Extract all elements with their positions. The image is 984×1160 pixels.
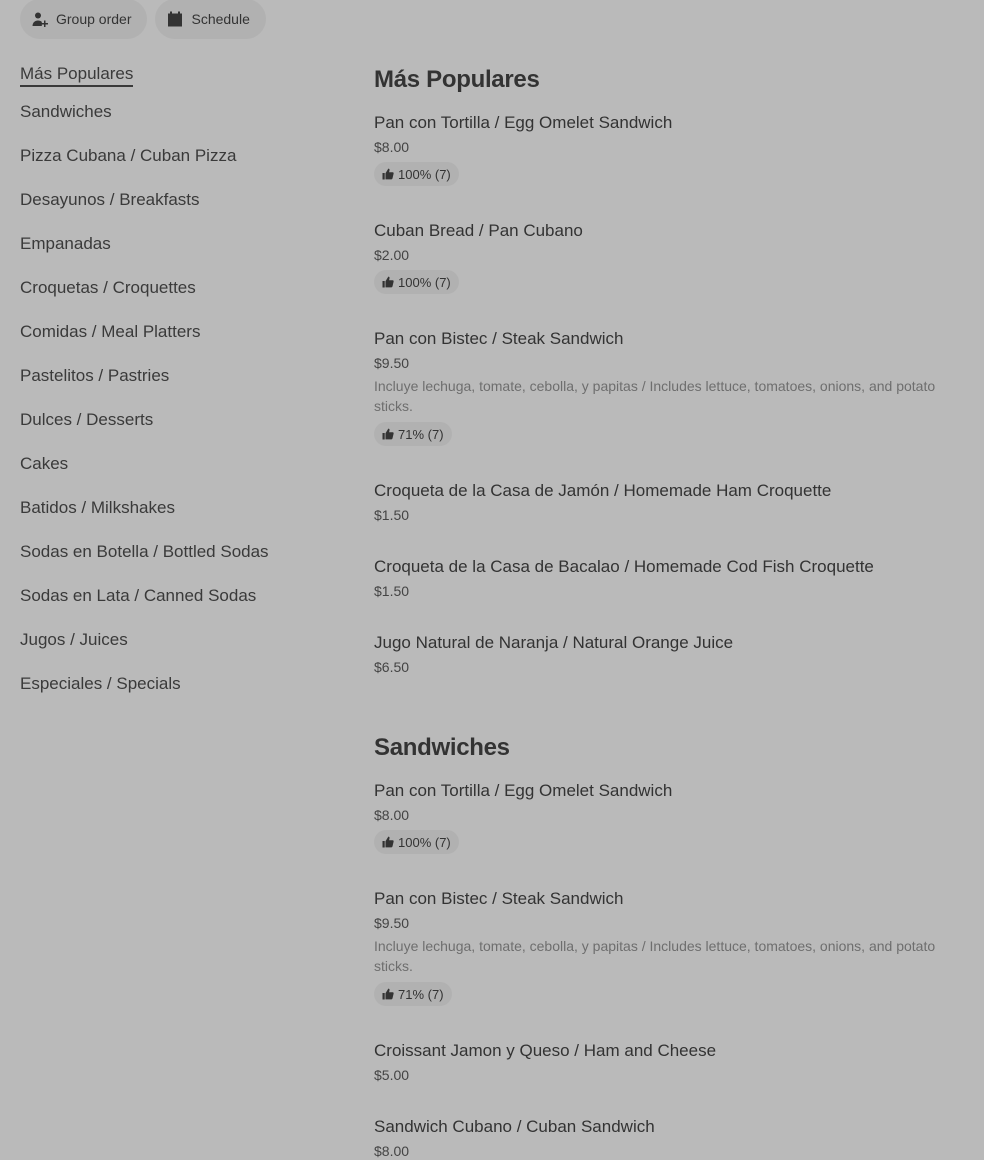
sidebar-item[interactable] bbox=[20, 310, 340, 354]
sidebar-item[interactable] bbox=[20, 442, 340, 486]
menu-item[interactable] bbox=[374, 480, 964, 524]
thumbs-up-icon bbox=[382, 276, 394, 288]
menu-item-name: Croissant Jamon y Queso / Ham and Cheese bbox=[374, 1041, 717, 1060]
rating-text: 71% (7) bbox=[398, 426, 444, 442]
menu-item-description: Incluye lechuga, tomate, cebolla, y papitas / Includes lettuce, tomatoes, onions, and potato sticks. bbox=[374, 938, 936, 974]
sidebar-item[interactable] bbox=[20, 90, 340, 134]
menu-item[interactable] bbox=[374, 780, 964, 854]
sidebar-item-label: Croquetas / Croquettes bbox=[20, 278, 196, 297]
sidebar-item-label: Sodas en Botella / Bottled Sodas bbox=[20, 542, 269, 561]
menu-item[interactable] bbox=[374, 1116, 964, 1160]
sidebar-item-label: Comidas / Meal Platters bbox=[20, 322, 201, 341]
menu-item-price: $1.50 bbox=[374, 507, 410, 523]
menu-item-price: $5.00 bbox=[374, 1067, 410, 1083]
thumbs-up-icon bbox=[382, 836, 394, 848]
menu-item-price: $1.50 bbox=[374, 583, 410, 599]
sidebar-item[interactable] bbox=[20, 530, 340, 574]
rating-badge bbox=[374, 982, 452, 1006]
thumbs-up-icon bbox=[382, 168, 394, 180]
rating-badge bbox=[374, 830, 459, 854]
header-actions bbox=[20, 0, 266, 39]
sidebar-item[interactable] bbox=[20, 266, 340, 310]
menu-item-name: Cuban Bread / Pan Cubano bbox=[374, 221, 583, 240]
rating-text: 100% (7) bbox=[398, 166, 451, 182]
rating-badge bbox=[374, 422, 452, 446]
sidebar-item-label: Sodas en Lata / Canned Sodas bbox=[20, 586, 257, 605]
menu-item-name: Sandwich Cubano / Cuban Sandwich bbox=[374, 1117, 655, 1136]
section-title: Más Populares bbox=[374, 66, 540, 93]
sidebar-item[interactable] bbox=[20, 134, 340, 178]
sidebar-item[interactable] bbox=[20, 398, 340, 442]
menu-item-price: $8.00 bbox=[374, 807, 410, 823]
menu-item-name: Croqueta de la Casa de Bacalao / Homemade Cod Fish Croquette bbox=[374, 557, 874, 576]
sidebar-item-label: Cakes bbox=[20, 454, 69, 473]
rating-text: 100% (7) bbox=[398, 274, 451, 290]
group-order-label: Group order bbox=[56, 11, 132, 27]
menu-item-description: Incluye lechuga, tomate, cebolla, y papitas / Includes lettuce, tomatoes, onions, and potato sticks. bbox=[374, 378, 936, 414]
menu-item[interactable] bbox=[374, 112, 964, 186]
menu-item-price: $8.00 bbox=[374, 139, 410, 155]
sidebar-item-label: Pizza Cubana / Cuban Pizza bbox=[20, 146, 237, 165]
thumbs-up-icon bbox=[382, 988, 394, 1000]
menu-item-name: Croqueta de la Casa de Jamón / Homemade Ham Croquette bbox=[374, 481, 832, 500]
sidebar-item-label: Dulces / Desserts bbox=[20, 410, 154, 429]
menu-item-name: Pan con Bistec / Steak Sandwich bbox=[374, 329, 624, 348]
sidebar-item-label: Jugos / Juices bbox=[20, 630, 128, 649]
schedule-label: Schedule bbox=[191, 11, 250, 27]
thumbs-up-icon bbox=[382, 428, 394, 440]
menu-item-price: $6.50 bbox=[374, 659, 410, 675]
category-nav bbox=[20, 60, 340, 706]
menu-item-name: Jugo Natural de Naranja / Natural Orange Juice bbox=[374, 633, 734, 652]
sidebar-item-label: Batidos / Milkshakes bbox=[20, 498, 175, 517]
rating-badge bbox=[374, 270, 459, 294]
rating-text: 71% (7) bbox=[398, 986, 444, 1002]
sidebar-item-label: Pastelitos / Pastries bbox=[20, 366, 170, 385]
sidebar-item-label: Empanadas bbox=[20, 234, 111, 253]
add-person-icon bbox=[32, 11, 48, 27]
sidebar-item-label: Desayunos / Breakfasts bbox=[20, 190, 200, 209]
sidebar-item[interactable] bbox=[20, 662, 340, 706]
group-order-button[interactable] bbox=[20, 0, 147, 39]
sidebar-item-label: Más Populares bbox=[20, 64, 133, 87]
menu-item[interactable] bbox=[374, 888, 964, 1006]
sidebar-item[interactable] bbox=[20, 574, 340, 618]
menu-item-price: $2.00 bbox=[374, 247, 410, 263]
sidebar-item[interactable] bbox=[20, 486, 340, 530]
menu-item[interactable] bbox=[374, 328, 964, 446]
sidebar-item-label: Especiales / Specials bbox=[20, 674, 181, 693]
menu-item-price: $8.00 bbox=[374, 1143, 410, 1159]
sidebar-item[interactable] bbox=[20, 178, 340, 222]
sidebar-item[interactable] bbox=[20, 618, 340, 662]
menu-item-name: Pan con Bistec / Steak Sandwich bbox=[374, 889, 624, 908]
calendar-icon bbox=[167, 11, 183, 27]
menu-item[interactable] bbox=[374, 1040, 964, 1084]
menu-item-name: Pan con Tortilla / Egg Omelet Sandwich bbox=[374, 781, 673, 800]
rating-text: 100% (7) bbox=[398, 834, 451, 850]
rating-badge bbox=[374, 162, 459, 186]
section-title: Sandwiches bbox=[374, 734, 510, 761]
menu-item[interactable] bbox=[374, 632, 964, 676]
menu-item-name: Pan con Tortilla / Egg Omelet Sandwich bbox=[374, 113, 673, 132]
sidebar-item[interactable] bbox=[20, 354, 340, 398]
sidebar-item[interactable] bbox=[20, 60, 340, 90]
menu-item-price: $9.50 bbox=[374, 355, 410, 371]
sidebar-item-label: Sandwiches bbox=[20, 102, 112, 121]
menu-item[interactable] bbox=[374, 220, 964, 294]
sidebar-item[interactable] bbox=[20, 222, 340, 266]
menu-item-price: $9.50 bbox=[374, 915, 410, 931]
schedule-button[interactable] bbox=[155, 0, 265, 39]
menu-item[interactable] bbox=[374, 556, 964, 600]
